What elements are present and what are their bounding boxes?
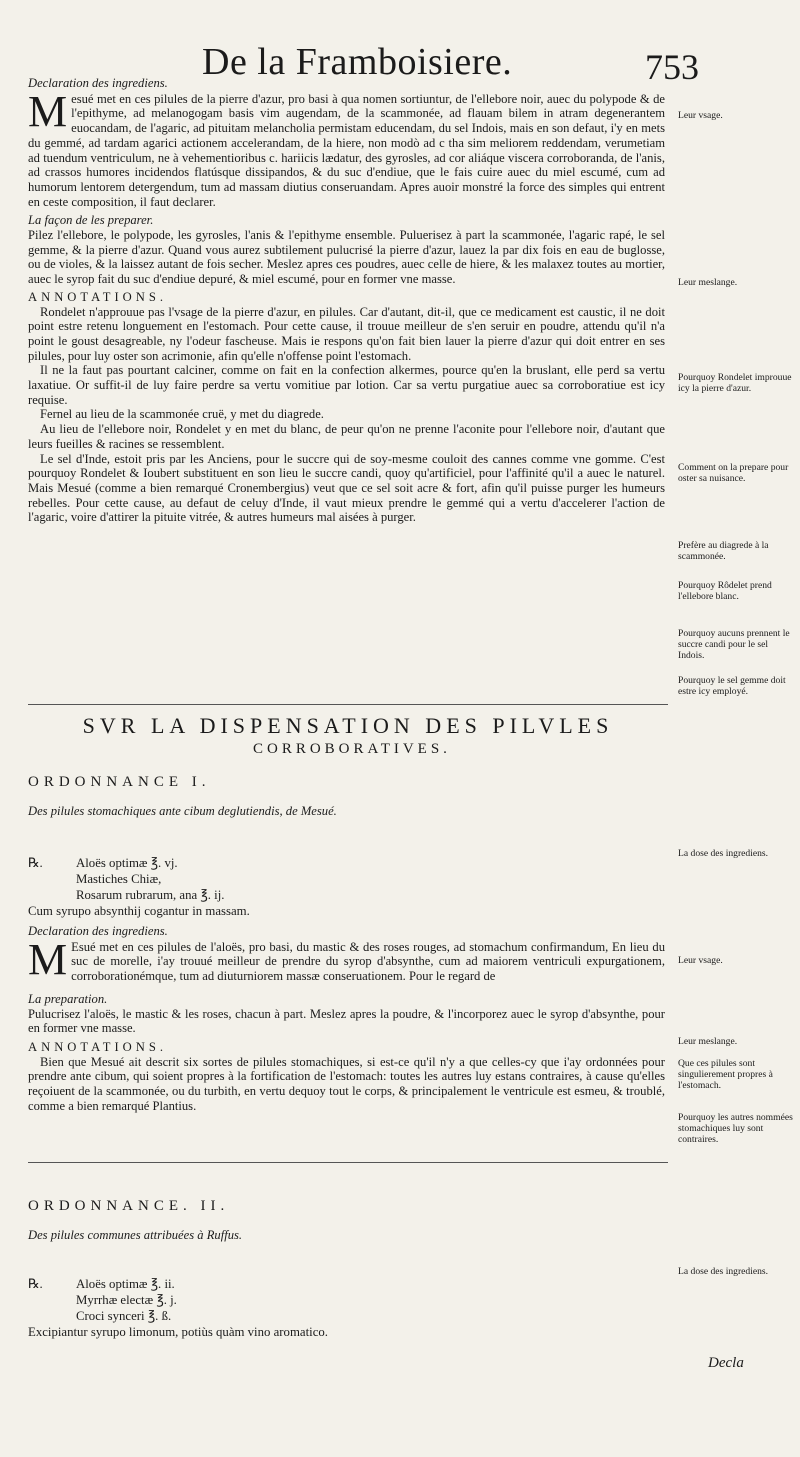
section-heading xyxy=(28,713,668,758)
ordonnance-title: Des pilules stomachiques ante cibum deglutiendis, de Mesué. xyxy=(28,803,337,818)
margin-note: Leur meslange. xyxy=(678,1036,738,1047)
recipe-text: Excipiantur syrupo limonum, potiùs quàm vino aromatico. xyxy=(28,1325,328,1339)
annotation-paragraph: Au lieu de l'ellebore noir, Rondelet y en met du blanc, de peur qu'on ne prenne l'aconite pour l'ellebore noir, d'autant que leurs fueilles & racines se ressemblent. xyxy=(28,422,665,451)
recipe-list xyxy=(28,1276,668,1340)
recipe-line xyxy=(28,1308,668,1324)
ordonnance-title: Des pilules communes attribuées à Ruffus. xyxy=(28,1227,243,1242)
recipe-text: Croci synceri ℥. ß. xyxy=(76,1309,172,1323)
annotation-paragraph: Fernel au lieu de la scammonée cruë, y met du diagrede. xyxy=(40,407,324,422)
ordonnance-2 xyxy=(28,1199,665,1242)
section-rule xyxy=(28,704,668,705)
part1-block xyxy=(28,76,665,525)
recipe-line xyxy=(28,1292,668,1308)
margin-note: Pourquoy le sel gemme doit estre icy employé. xyxy=(678,675,786,697)
recipe-symbol: ℞. xyxy=(28,856,43,870)
page-number: 753 xyxy=(645,47,699,87)
preparation-heading: La façon de les preparer. xyxy=(28,213,154,228)
annotation-paragraph: Rondelet n'approuue pas l'vsage de la pierre d'azur, en pilules. Car d'autant, dit-il, que ce medicament est caustic, il ne doit point estre retenu longuement en l'estomach. Pour cette cause, il trouue meilleur de s'en seruir en poudre, attendu qu'il n'a point le goust desagreable, ny l'odeur fascheuse. Mais ie respons qu'on fait bien lauer la pierre d'azur qui doit entrer en ses pilules, pour luy oster son acrimonie, afin qu'elle n'offense point l'estomach. xyxy=(28,304,665,363)
drop-capital: M xyxy=(28,934,68,984)
declaration-heading: Declaration des ingrediens. xyxy=(28,76,168,90)
margin-note: Leur vsage. xyxy=(678,955,723,966)
declaration-heading: Declaration des ingrediens. xyxy=(28,924,168,938)
section-rule xyxy=(28,1162,668,1163)
margin-note: Pourquoy aucuns prennent le succre candi pour le sel Indois. xyxy=(678,628,790,661)
recipe-text: Aloës optimæ ℥. ii. xyxy=(76,1277,175,1291)
recipe-line xyxy=(28,871,668,887)
ordonnance-1-text xyxy=(28,924,665,1113)
declaration-paragraph xyxy=(28,934,665,984)
recipe-line xyxy=(28,903,668,919)
margin-note: La dose des ingrediens. xyxy=(678,848,769,859)
recipe-list xyxy=(28,855,668,919)
declaration-text: Esué met en ces pilules de l'aloës, pro basi, du mastic & des roses rouges, ad stomachum confirmandum, En lieu du suc de morelle, i'ay trouué meilleur de prendre du syrop d'absynthe, cum ad maiorem ventriculi expurgationem, corroborationémque, tum ad diuturniorem massæ conseruationem. Pour le regard de xyxy=(71,939,665,984)
margin-note: Leur meslange. xyxy=(678,277,738,288)
recipe-line xyxy=(28,1276,668,1292)
recipe-text: Myrrhæ electæ ℥. j. xyxy=(76,1293,177,1307)
catchword: Decla xyxy=(708,1355,744,1371)
recipe-text: Mastiches Chiæ, xyxy=(76,872,162,886)
section-title: SVR LA DISPENSATION DES PILVLES xyxy=(82,713,614,738)
ordonnance-1 xyxy=(28,775,665,818)
drop-capital: M xyxy=(28,86,68,136)
annotations-heading: ANNOTATIONS. xyxy=(28,1039,167,1054)
annotation-paragraph: Bien que Mesué ait descrit six sortes de pilules stomachiques, si est-ce qu'il n'y a que celles-cy que i'ay ordonnées pour prendre ante cibum, qui soient propres à la fortification de l'estomach: toutes les autres luy estans contraires, à cause qu'elles reçoiuent de la scammonée, ou du turbith, en vertu dequoy tout le corps, & principalement le ventricule est esmeu, & troublé, comme a bien remarqué Plantius. xyxy=(28,1054,665,1113)
recipe-text: Cum syrupo absynthij cogantur in massam. xyxy=(28,904,250,918)
margin-note: Comment on la prepare pour oster sa nuisance. xyxy=(678,462,789,484)
ordonnance-label: ORDONNANCE. II. xyxy=(28,1198,230,1214)
annotation-paragraph: Il ne la faut pas pourtant calciner, comme on fait en la confection alkermes, pource qu'en la bruslant, elle perd sa vertu laxatiue. Or suffit-il de luy faire perdre sa vertu vomitiue par lotion. Car sa vertu purgatiue auec sa corroboratiue est icy requise. xyxy=(28,363,665,407)
declaration-paragraph xyxy=(28,86,665,210)
margin-note: Que ces pilules sont singulierement propres à l'estomach. xyxy=(678,1058,773,1091)
margin-note: Pourquoy Rôdelet prend l'ellebore blanc. xyxy=(678,580,772,602)
preparation-text: Pilez l'ellebore, le polypode, les gyrosles, l'anis & l'epithyme ensemble. Puluerisez à part la scammonée, l'agaric rapé, le sel gemme, & la pierre d'azur. Quand vous aurez subtilement pulucrisé la pierre d'azur, lauez la par dix fois en eau de buglosse, ou de violes, & la laissez autant de fois secher. Meslez apres ces poudres, auec celle de hiere, & les malaxez toutes au mortier, auec le syrop fait du suc d'endiue depuré, & miel escumé, pour en former vne masse. xyxy=(28,228,665,287)
margin-note: Prefère au diagrede à la scammonée. xyxy=(678,540,769,562)
recipe-line xyxy=(28,855,668,871)
annotation-paragraph: Le sel d'Inde, estoit pris par les Anciens, pour le succre qui de soy-mesme couloit des cannes comme vne gomme. C'est pourquoy Rondelet & Ioubert substituent en son lieu le succre candi, quoy qu'artificiel, pour l'affinité qu'il a auec le naturel. Mais Mesué (comme a bien remarqué Cronembergius) veut que ce sel soit acre & fort, afin qu'il puisse purger les humeurs rebelles. Pour cette cause, au defaut de celuy d'Inde, il vaut mieux prendre le gemmé qui a vertu d'accelerer l'action de l'agaric, voire d'attirer la pituite vitrée, & autres humeurs mal aisées à purger. xyxy=(28,451,665,525)
margin-note: Pourquoy Rondelet improuue icy la pierre d'azur. xyxy=(678,372,792,394)
preparation-text: Pulucrisez l'aloës, le mastic & les roses, chacun à part. Meslez apres la poudre, & l'incorporez auec le syrop d'absynthe, pour en former vne masse. xyxy=(28,1006,665,1036)
ordonnance-label: ORDONNANCE I. xyxy=(28,774,211,790)
margin-note: Leur vsage. xyxy=(678,110,723,121)
declaration-text: esué met en ces pilules de la pierre d'azur, pro basi à qua nomen sortiuntur, de l'ellebore noir, auec du polypode & de l'epithyme, ad melanogogam basis vim augendam, de la scammonée, ad flauam bilem in atram degenerantem euocandam, de l'agaric, ad pituitam melancholia permistam educendam, du sel Indois, mais en son defaut, i'y en mets du gemmé, ad tardam agarici actionem accelerandam, de la hiere, non modò ad c tha sim meliorem reddendam, verumetiam ad tuendum ventriculum, ne à vehementioribus c. hariicis lædatur, des gyrosles, ad cor aliáque viscera corroboranda, de l'anis, ad crassos humores incidendos flatúsque dissipandos, & du suc d'endiue, que le fais cuire auec du miel escumé, cum ad humorum lentorem detergendum, tum ad massam diutius conseruandam. Apres auoir monstré la force des simples qui entrent en ceste composition, il faut declarer. xyxy=(28,91,665,209)
recipe-line xyxy=(28,1324,668,1340)
running-title: De la Framboisiere. xyxy=(202,41,513,83)
margin-note: La dose des ingrediens. xyxy=(678,1266,769,1277)
recipe-text: Aloës optimæ ℥. vj. xyxy=(76,856,178,870)
annotations-heading: ANNOTATIONS. xyxy=(28,289,167,304)
section-subtitle: CORROBORATIVES. xyxy=(253,741,451,757)
preparation-heading: La preparation. xyxy=(28,991,108,1006)
recipe-symbol: ℞. xyxy=(28,1277,43,1291)
recipe-text: Rosarum rubrarum, ana ℥. ij. xyxy=(76,888,225,902)
recipe-line xyxy=(28,887,668,903)
margin-note: Pourquoy les autres nommées stomachiques luy sont contraires. xyxy=(678,1112,793,1145)
